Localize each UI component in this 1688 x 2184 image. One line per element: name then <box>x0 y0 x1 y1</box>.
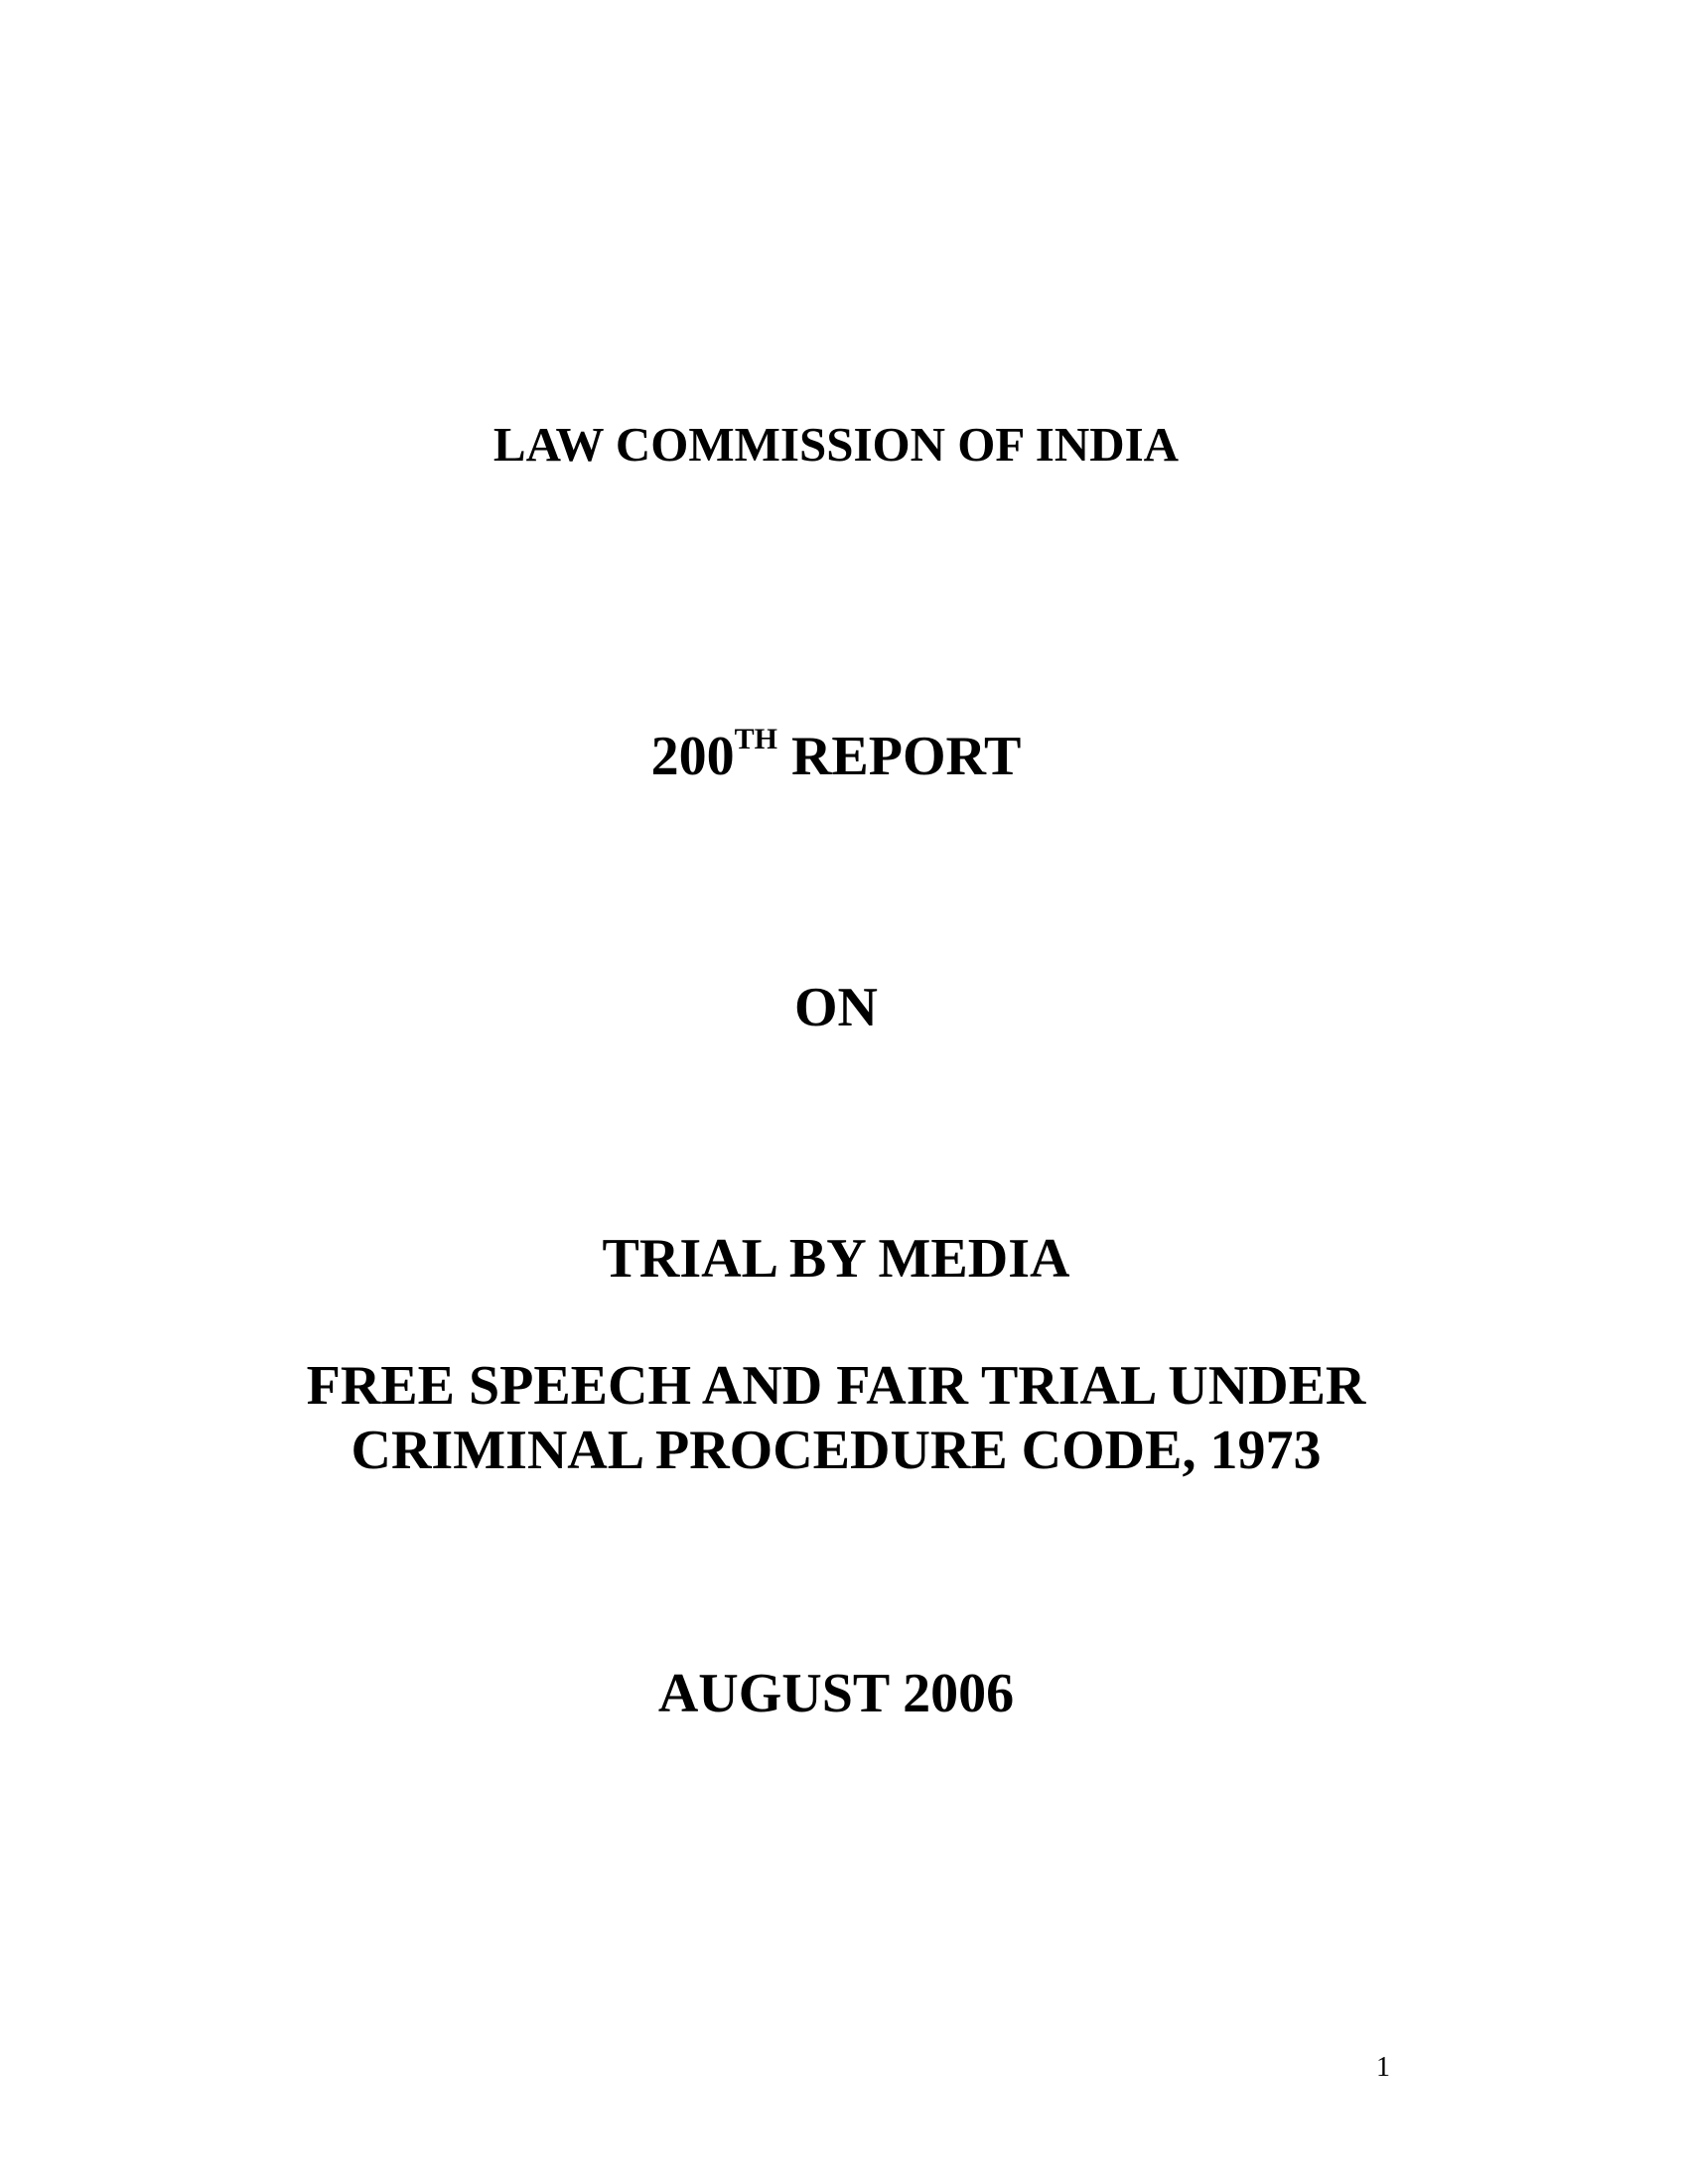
report-number-suffix: TH <box>734 723 777 755</box>
report-number: 200 <box>650 726 735 787</box>
report-subtitle-line-1: FREE SPEECH AND FAIR TRIAL UNDER <box>306 1355 1366 1417</box>
report-subtitle-line-2: CRIMINAL PROCEDURE CODE, 1973 <box>351 1420 1322 1481</box>
report-label: REPORT <box>776 726 1022 787</box>
report-title: TRIAL BY MEDIA <box>602 1228 1070 1290</box>
page-number: 1 <box>1376 2052 1390 2083</box>
report-number-heading <box>0 723 1680 787</box>
report-date: AUGUST 2006 <box>657 1663 1015 1724</box>
connector-heading: ON <box>794 977 878 1038</box>
organization-heading: LAW COMMISSION OF INDIA <box>492 417 1180 472</box>
